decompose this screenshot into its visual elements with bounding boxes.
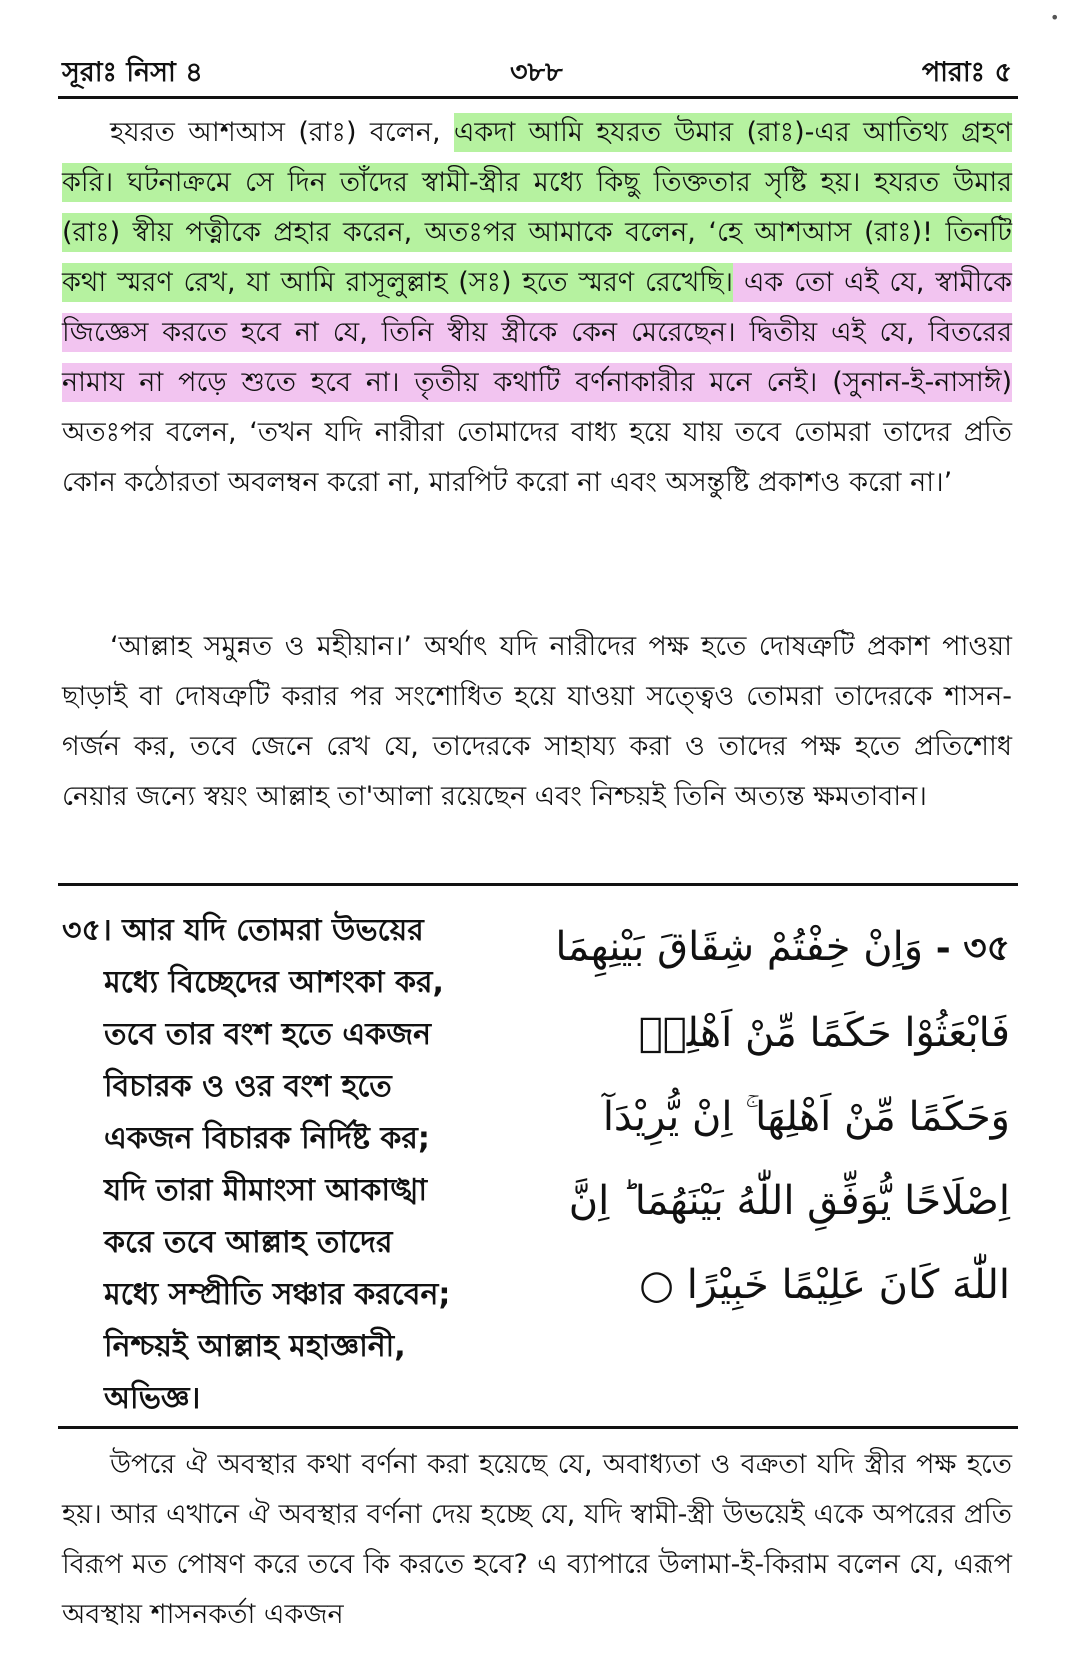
verse-line: মধ্যে বিচ্ছেদের আশংকা কর, (104, 965, 444, 1000)
verse-line: ৩৫। আর যদি তোমরা উভয়ের (62, 913, 424, 948)
verse-line: তবে তার বংশ হতে একজন (104, 1017, 431, 1052)
page-header (62, 44, 1012, 94)
hadith-paragraph (62, 108, 1012, 508)
verse-line: করে তবে আল্লাহ তাদের (104, 1225, 393, 1260)
arabic-line: اِصْلَاحًا يُّوَفِّقِ اللّٰهُ بَيْنَهُمَا ؕ اِنَّ (568, 1178, 1010, 1224)
stray-dot-mark: • (1050, 8, 1060, 27)
pink-highlight-text: এক তো এই যে, স্বামীকে জিজ্ঞেস করতে হবে না যে, তিনি স্বীয় স্ত্রীকে কেন মেরেছেন। দ্বিতীয় এই যে, বিতরের নামায না পড়ে শুতে হবে না। তৃতীয় কথাটি বর্ণনাকারীর মনে নেই। (সুনান-ই-নাসাঈ) (62, 263, 1012, 402)
ayah-number: ৩৫ - (935, 928, 1010, 969)
section-rule-bottom (58, 1426, 1018, 1429)
arabic-line: اللّٰهَ كَانَ عَلِيْمًا خَبِيْرًا ○ (639, 1262, 1010, 1308)
verse-line: বিচারক ও ওর বংশ হতে (104, 1069, 392, 1104)
verse-line: যদি তারা মীমাংসা আকাঙ্খা (104, 1173, 428, 1208)
arabic-line: فَابْعَثُوْا حَكَمًا مِّنْ اَهْلِهٖ (638, 1010, 1010, 1056)
para-label: পারাঃ ৫ (921, 57, 1012, 88)
page-number: ৩৮৮ (510, 57, 563, 88)
verse-line: একজন বিচারক নির্দিষ্ট কর; (104, 1121, 430, 1156)
surah-label: সূরাঃ নিসা ৪ (62, 57, 203, 88)
hadith-continuation: অতঃপর বলেন, ‘তখন যদি নারীরা তোমাদের বাধ্য হয়ে যায় তবে তোমরা তাদের প্রতি কোন কঠোরতা অবলম্বন করো না, মারপিট করো না এবং অসন্তুষ্টি প্রকাশও করো না।’ (62, 417, 1012, 498)
commentary-paragraph: ‘আল্লাহ সমুন্নত ও মহীয়ান।’ অর্থাৎ যদি নারীদের পক্ষ হতে দোষত্রুটি প্রকাশ পাওয়া ছাড়াই বা দোষত্রুটি করার পর সংশোধিত হয়ে যাওয়া সত্ত্বেও তোমরা তাদেরকে শাসন-গর্জন কর, তবে জেনে রেখ যে, তাদেরকে সাহায্য করা ও তাদের পক্ষ হতে প্রতিশোধ নেয়ার জন্যে স্বয়ং আল্লাহ তা'আলা রয়েছেন এবং নিশ্চয়ই তিনি অত্যন্ত ক্ষমতাবান। (62, 631, 1012, 812)
section-rule-top (58, 883, 1018, 886)
green-highlight-text: একদা আমি হযরত উমার (রাঃ)-এর আতিথ্য গ্রহণ করি। ঘটনাক্রমে সে দিন তাঁদের স্বামী-স্ত্রীর মধ্যে কিছু তিক্ততার সৃষ্টি হয়। হযরত উমার (রাঃ) স্বীয় পত্নীকে প্রহার করেন, অতঃপর আমাকে বলেন, ‘হে আশআস (রাঃ)! তিনটি কথা স্মরণ রেখ, যা আমি রাসূলুল্লাহ (সঃ) হতে স্মরণ রেখেছি। (62, 113, 1012, 302)
arabic-line: وَحَكَمًا مِّنْ اَهْلِهَا ۚ اِنْ يُّرِيْدَآ (602, 1094, 1010, 1140)
verse-line: নিশ্চয়ই আল্লাহ মহাজ্ঞানী, (104, 1329, 406, 1364)
header-rule (58, 96, 1018, 99)
verse-translation (62, 905, 522, 1425)
arabic-verse (540, 905, 1010, 1327)
arabic-line: ৩৫ - وَاِنْ خِفْتُمْ شِقَاقَ بَيْنِهِمَا (555, 924, 1010, 970)
explanation-paragraph: উপরে ঐ অবস্থার কথা বর্ণনা করা হয়েছে যে, অবাধ্যতা ও বক্রতা যদি স্ত্রীর পক্ষ হতে হয়। আর এখানে ঐ অবস্থার বর্ণনা দেয় হচ্ছে যে, যদি স্বামী-স্ত্রী উভয়েই একে অপরের প্রতি বিরূপ মত পোষণ করে তবে কি করতে হবে? এ ব্যাপারে উলামা-ই-কিরাম বলেন যে, এরূপ অবস্থায় শাসনকর্তা একজন (62, 1449, 1012, 1630)
hadith-intro: হযরত আশআস (রাঃ) বলেন, (110, 117, 454, 148)
verse-line: অভিজ্ঞ। (104, 1381, 201, 1416)
verse-line: মধ্যে সম্প্রীতি সঞ্চার করবেন; (104, 1277, 451, 1312)
